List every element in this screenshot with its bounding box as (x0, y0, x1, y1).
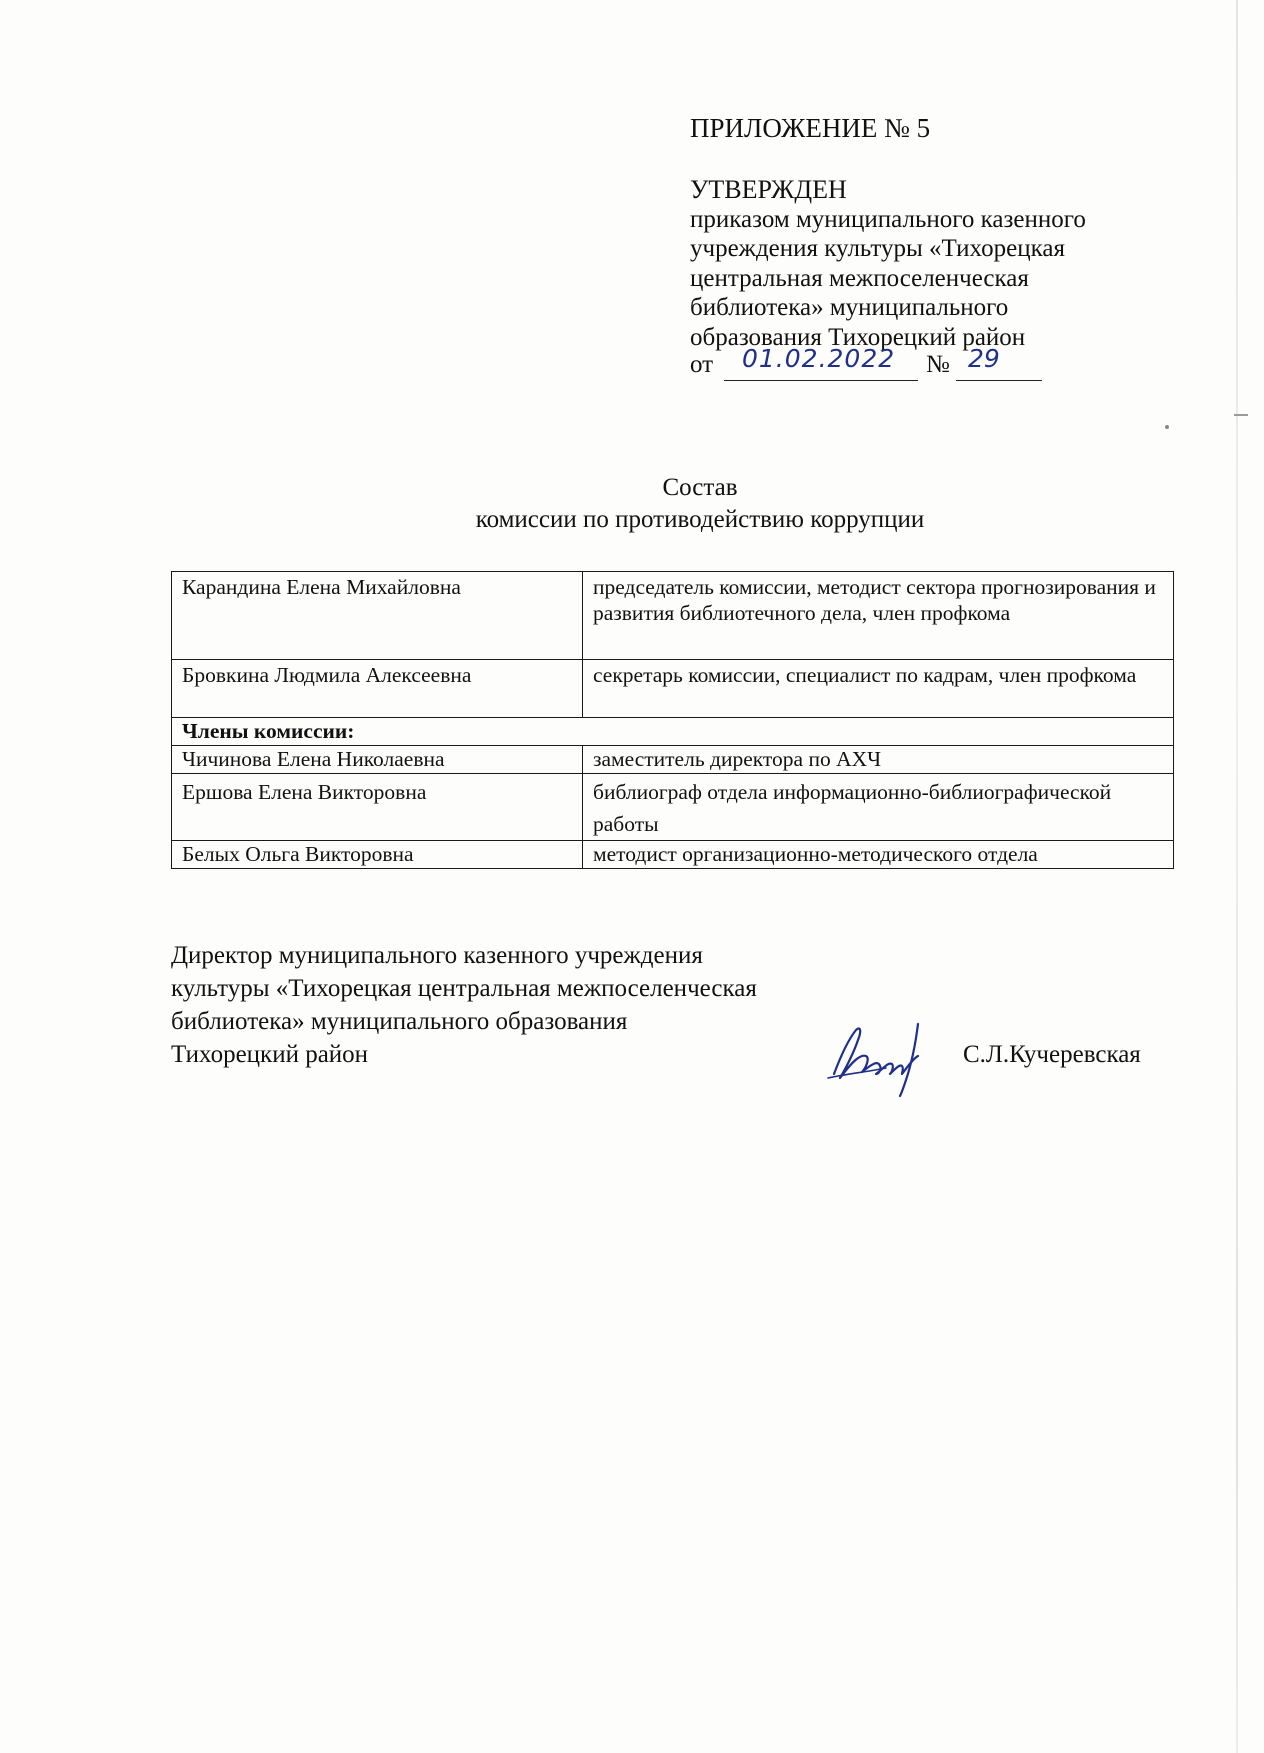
member-name: Белых Ольга Викторовна (172, 841, 583, 869)
order-line: образования Тихорецкий район (690, 323, 1026, 351)
member-name: Карандина Елена Михайловна (172, 572, 583, 660)
order-text (690, 205, 1160, 353)
table-row (172, 746, 1174, 774)
order-line: приказом муниципального казенного (690, 205, 1086, 233)
order-date-number-line (690, 344, 1160, 384)
document-title (300, 472, 1100, 536)
member-role: методист организационно-методического отдела (583, 841, 1174, 869)
scan-mark (1234, 414, 1248, 416)
members-header-row (172, 718, 1174, 746)
director-title-line: Тихорецкий район (171, 1041, 369, 1068)
table-row (172, 572, 1174, 660)
number-label: № (926, 351, 950, 378)
approval-header (690, 114, 1160, 384)
approved-label: УТВЕРЖДЕН (690, 174, 847, 204)
table-row (172, 841, 1174, 869)
member-role: заместитель директора по АХЧ (583, 746, 1174, 774)
signature-block (171, 939, 911, 1071)
director-title-line: культуры «Тихорецкая центральная межпоселенческая (171, 975, 757, 1002)
member-role: секретарь комиссии, специалист по кадрам, член профкома (583, 660, 1174, 718)
commission-table (171, 571, 1174, 869)
order-number-field (956, 344, 1042, 381)
title-line-2: комиссии по противодействию коррупции (475, 506, 925, 533)
title-line-1: Состав (662, 474, 738, 501)
director-title-line: библиотека» муниципального образования (171, 1008, 628, 1035)
scan-dot (1165, 425, 1169, 429)
member-name: Бровкина Людмила Алексеевна (172, 660, 583, 718)
members-header: Члены комиссии: (172, 718, 1174, 746)
scan-edge-shadow (1236, 0, 1238, 1753)
director-name: С.Л.Кучеревская (963, 1041, 1141, 1068)
member-name: Ершова Елена Викторовна (172, 774, 583, 841)
order-date-field (724, 344, 918, 381)
director-title-line: Директор муниципального казенного учреждения (171, 942, 703, 969)
order-number-handwritten: 29 (968, 344, 1000, 373)
table-row (172, 774, 1174, 841)
handwritten-signature (826, 1018, 946, 1098)
member-role: председатель комиссии, методист сектора прогнозирования и развития библиотечного дела, член профкома (583, 572, 1174, 660)
order-line: библиотека» муниципального (690, 294, 1009, 321)
appendix-number: ПРИЛОЖЕНИЕ № 5 (690, 113, 931, 143)
from-label: от (690, 351, 714, 378)
member-name: Чичинова Елена Николаевна (172, 746, 583, 774)
order-line: центральная межпоселенческая (690, 264, 1029, 292)
order-line: учреждения культуры «Тихорецкая (690, 235, 1065, 262)
member-role: библиограф отдела информационно-библиографической работы (583, 774, 1174, 841)
table-row (172, 660, 1174, 718)
order-date-handwritten: 01.02.2022 (742, 344, 896, 373)
